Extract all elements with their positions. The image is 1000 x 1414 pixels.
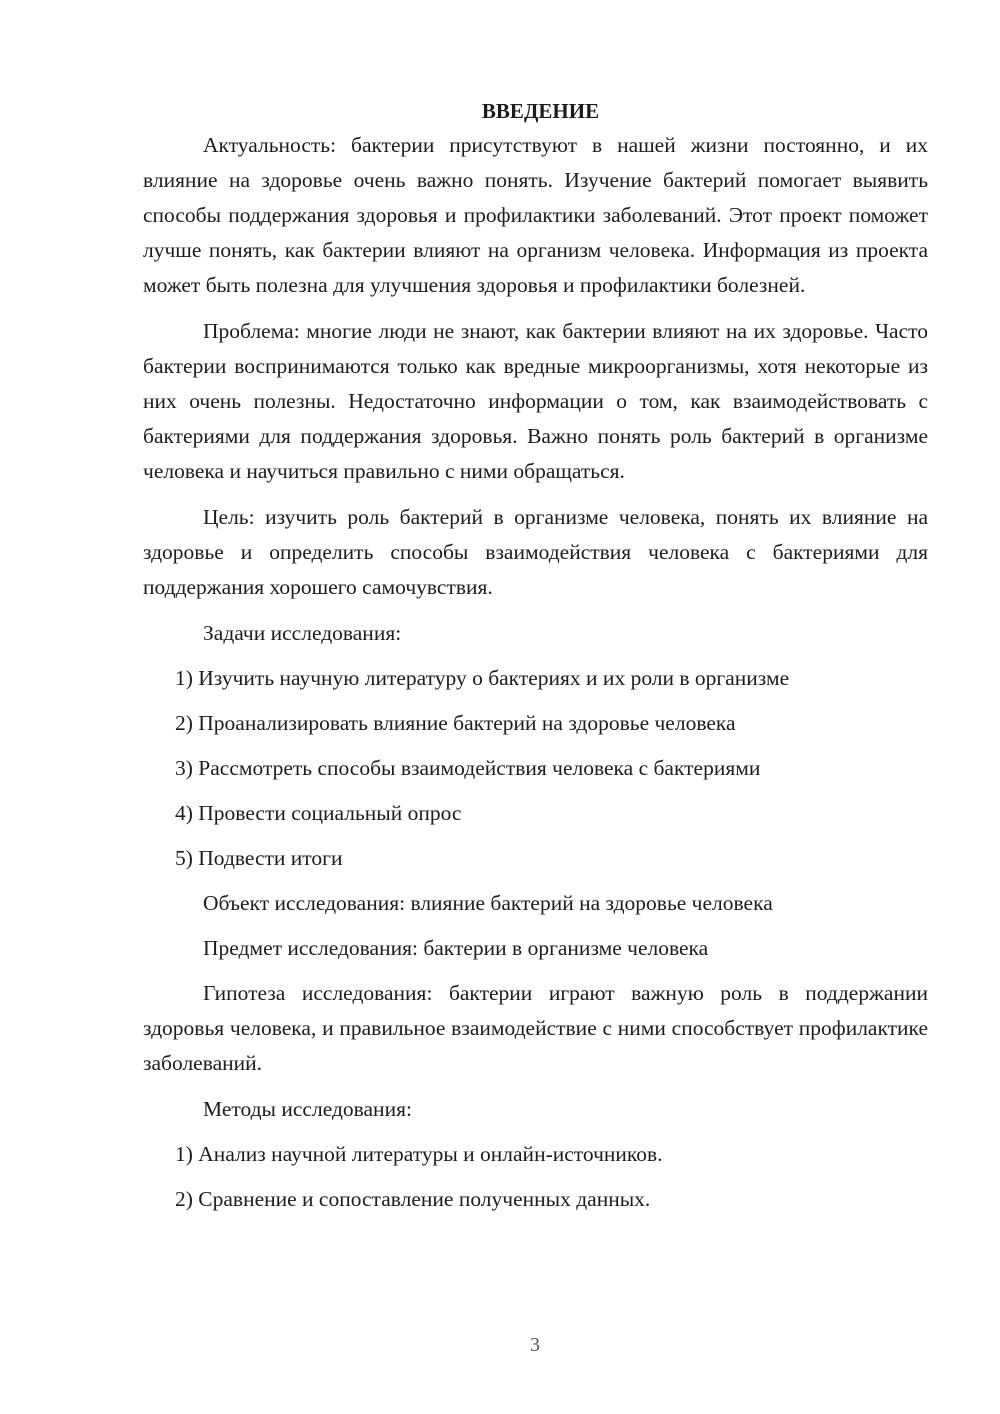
relevance-paragraph: Актуальность: бактерии присутствуют в нашей жизни постоянно, и их влияние на здоровье очень важно понять. Изучение бактерий помогает выявить способы поддержания здоровья и профилактики заболеваний. Этот проект поможет лучше понять, как бактерии влияют на организм человека. Информация из проекта может быть полезна для улучшения здоровья и профилактики болезней. <box>143 133 928 297</box>
list-item: 3) Рассмотреть способы взаимодействия человека с бактериями <box>175 756 761 780</box>
list-item: 1) Изучить научную литературу о бактериях и их роли в организме <box>175 666 790 690</box>
page-title: ВВЕДЕНИЕ <box>481 99 600 123</box>
research-subject: Предмет исследования: бактерии в организме человека <box>203 936 709 960</box>
list-item: 2) Проанализировать влияние бактерий на здоровье человека <box>175 711 736 735</box>
list-item: 5) Подвести итоги <box>175 846 343 870</box>
tasks-list <box>143 661 928 876</box>
tasks-heading: Задачи исследования: <box>203 621 402 645</box>
list-item: 1) Анализ научной литературы и онлайн-источников. <box>175 1142 663 1166</box>
methods-list <box>143 1137 928 1217</box>
list-item: 2) Сравнение и сопоставление полученных данных. <box>175 1187 651 1211</box>
page-number: 3 <box>530 1334 540 1356</box>
hypothesis-paragraph: Гипотеза исследования: бактерии играют важную роль в поддержании здоровья человека, и правильное взаимодействие с ними способствует профилактике заболеваний. <box>143 981 928 1075</box>
goal-paragraph: Цель: изучить роль бактерий в организме человека, понять их влияние на здоровье и определить способы взаимодействия человека с бактериями для поддержания хорошего самочувствия. <box>143 505 928 599</box>
methods-heading: Методы исследования: <box>203 1097 412 1121</box>
list-item: 4) Провести социальный опрос <box>175 801 462 825</box>
research-object: Объект исследования: влияние бактерий на здоровье человека <box>203 891 773 915</box>
problem-paragraph: Проблема: многие люди не знают, как бактерии влияют на их здоровье. Часто бактерии воспринимаются только как вредные микроорганизмы, хотя некоторые из них очень полезны. Недостаточно информации о том, как взаимодействовать с бактериями для поддержания здоровья. Важно понять роль бактерий в организме человека и научиться правильно с ними обращаться. <box>143 319 928 483</box>
